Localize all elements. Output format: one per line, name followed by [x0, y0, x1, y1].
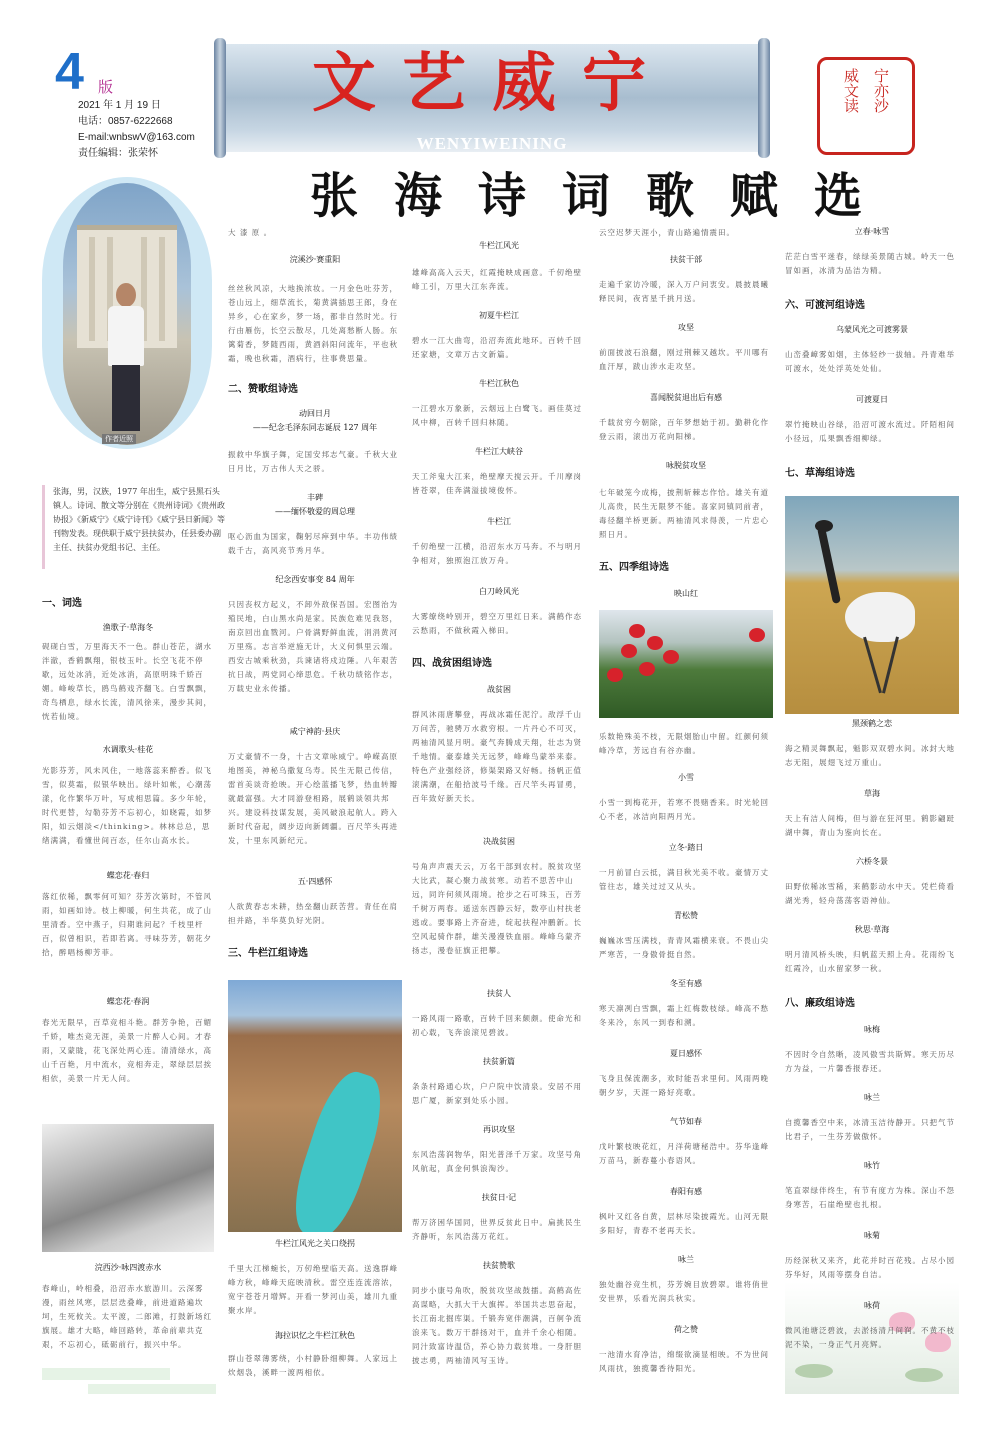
section-heading: 四、战贫困组诗选 — [412, 658, 492, 669]
poem-title: 咏菊 — [864, 1231, 880, 1240]
poem-title: 秋思·草海 — [854, 925, 890, 934]
poem-title: 春阳有感 — [670, 1187, 702, 1196]
poem-body: 同步小康号角吹，脱贫攻坚战鼓擂。高鹤高佐高谋略，大抓大干大旗挥。举国共志思奋起，长江南北掘库渠。千锻奔宽伴潮满，百舸争流浪来飞。数万干群扬对干，血并千余心相随。同汁致富诗温岱，养心协力载贫堆。一身肝胆披志勇，两袖清风写玉诗。 — [412, 1286, 582, 1365]
poem-body: 历经深秋又来齐，此花并时百花残。占尽小园芬华好，风雨等摆身自洁。 — [785, 1256, 955, 1279]
author-bio: 张海，男，汉族，1977 年出生，威宁县黑石头镇人。诗词、散文等分别在《贵州诗词》《贵州政协报》《新威宁》《威宁诗刊》《威宁县日新闻》等刊物发表。现供职于威宁县扶贫办，任县委办副主任、扶贫办党组书记、主任。 — [42, 485, 225, 569]
photo-caption: 浣西沙·咏四渡赤水 — [94, 1263, 162, 1272]
author-photo — [63, 183, 191, 445]
poem-body: 群风沐雨唐攀登，再战冰霜任泥泞。敌浮千山万问苦，驰骋万水救穷根。一片丹心不可灭，两袖清风显月明。豪气奔腾成天翔，壮志为贤千地情。豪泰雄关无远梦，峰峰鸟蒙举来泰。特色产业强经济，修渠架路又好畅。扬帆正值滚满潮，在船拾波号千缘。百尺竿头再冒勇，百年致好新天长。 — [412, 710, 582, 803]
poem-body: 山峦叠嶂雾如烟，主体轻纱一拔轴。丹青难举可渡水，处处浮英处处仙。 — [785, 350, 955, 373]
poem-title: 扶贫人 — [487, 989, 511, 998]
decorative-bar — [88, 1384, 216, 1394]
poem-body: 大雾缭绕岭别开，碧空万里红日来。满鹤作态云愁雨，不做秋霞入梯田。 — [412, 612, 582, 635]
issue-date: 2021 年 1 月 19 日 — [78, 100, 161, 111]
poem-title: 六桥冬景 — [856, 857, 888, 866]
poem-title: 青松赞 — [674, 911, 698, 920]
poem-body: 前面披波石浪翻，刚过荆棘又越坎。平川哪有血汗厚，跋山涉水走攻坚。 — [599, 348, 769, 371]
poem-body: 茫茫白雪平迷春，绿绿美景随古城。岭天一色冒如画，冰清为品洁为精。 — [785, 252, 955, 275]
poem-body: 帮万济困华国同，世界反贫此日中。扁挑民生齐静听，东风浩荡万花红。 — [412, 1218, 582, 1241]
poem-title: 可渡夏日 — [856, 395, 888, 404]
poem-title: 五·四感怀 — [297, 877, 333, 886]
poem-body: 万丈豪情不一身，十古文章咏威宁。峥嵘高原地图美，神秘乌撒复乌寿。民生无限己传信，雷首美谈奇抢映。开心绘蓝播飞梦，热血转瓣就最富强。大才同游登相路，展鹤谈领共邦兴。建设科技谋发展，美风破浪起航人。跨入新时代奋起，阔步迈向新阔疆。百尺竿头再进发，十里东风新纪元。 — [228, 752, 398, 845]
editor: 责任编辑：张荣怀 — [78, 148, 158, 159]
masthead-subtitle: WENYIWEINING — [416, 134, 568, 153]
poem-title: 冬至有感 — [670, 979, 702, 988]
masthead-meta — [78, 98, 195, 162]
poem-body: 云空迟梦天涯小，青山路遍情震田。 — [599, 228, 735, 237]
photo-caption: 黑颈鹤之恋 — [852, 719, 892, 728]
poem-body: 呕心沥血为国家，鞠躬尽瘁到中华。丰功伟绩载千古，高风亮节秀月华。 — [228, 532, 398, 555]
poem-body: 天工斧鬼大江来，绝壁摩天搅云开。千川摩岗皆苍翠，佳奔满溢拔境俊怀。 — [412, 472, 582, 495]
poem-title: 立冬·踏日 — [668, 843, 704, 852]
email: E-mail:wnbswV@163.com — [78, 132, 195, 143]
poem-title: 扶贫干部 — [670, 255, 702, 264]
poem-body: 飞身且保流潮多，欢时能吾求里何。风雨两晚朝夕岁，天涯一路好亮歌。 — [599, 1074, 769, 1097]
section-heading: 一、词选 — [42, 598, 82, 609]
poem-title: 水调歌头·桂花 — [102, 745, 154, 754]
poem-title: 再识攻坚 — [483, 1125, 515, 1134]
poem-title: 纪念西安事变 84 周年 — [275, 575, 355, 584]
poem-title: 扶贫日·记 — [481, 1193, 517, 1202]
poem-title: 渔歌子·草海冬 — [102, 623, 154, 632]
poem-body: 一池清水育净洁，绵缀欲滴显相映。不为世间风雨扰，独揽馨香待阳光。 — [599, 1350, 769, 1373]
poem-body: 千载贫穷今朝除，百年梦想始于初。勤耕化作登云雨，滚出万花向阳梯。 — [599, 418, 769, 441]
poem-body: 独处幽谷竞生机，芬芳婉目放碧翠。谁将俏世安世界，乐看光润兵秋实。 — [599, 1280, 769, 1303]
poem-body: 明月清风桥头映，归帆蓝天照上舟。花雨纷飞红霞冷，山水留家梦一秋。 — [785, 950, 955, 973]
poem-body: 东风浩荡润物华，阳光普泽千万家。攻坚号角风航起，真金何惧浪淘沙。 — [412, 1150, 582, 1173]
poem-title: 气节如春 — [670, 1117, 702, 1126]
poem-title: 咏兰 — [864, 1093, 880, 1102]
section-heading: 五、四季组诗选 — [599, 562, 669, 573]
poem-title: 咏荷 — [864, 1301, 880, 1310]
poem-title: 海拉识忆之牛栏江秋色 — [275, 1331, 355, 1340]
poem-title: 攻坚 — [678, 323, 694, 332]
photo-caption: 牛栏江风光之关口绕拐 — [275, 1239, 355, 1248]
poem-title: 战贫困 — [487, 685, 511, 694]
poem-title: 初夏牛栏江 — [479, 311, 519, 320]
poem-title: 白刀岭风光 — [479, 587, 519, 596]
poem-title: 咏竹 — [864, 1161, 880, 1170]
poem-body: 翠竹掩映山谷绿，沿沼可渡水流过。阡陌相间小径远，瓜果飘香细柳绿。 — [785, 420, 955, 443]
poem-body: 落红依稀，飘零何可知？芬芳次第时，不管风雨，如画如诗。枝上柳暖，何生共花，成了山里清香。空中燕子，归期谁问起？千枝里杆百，似曾相识，若即若离。寻味芬芳，朝花夕拾，醉唱杨柳芳菲。 — [42, 892, 212, 957]
poem-title: 咏梅 — [864, 1025, 880, 1034]
poem-title: 扶贫新篇 — [483, 1057, 515, 1066]
poem-title: 丰碑 — [307, 493, 323, 502]
poem-title: 牛栏江大峡谷 — [475, 447, 523, 456]
masthead-title: 文艺威宁 — [312, 46, 672, 121]
phone: 电话：0857-6222668 — [78, 116, 173, 127]
poem-body: 巍巍冰雪压满枝，青青风霜横来衰。不畏山尖严寒苦，一身傲骨挺自然。 — [599, 936, 769, 959]
poem-body: 一江碧水万象新，云烟远上白鹭飞。画佳莫过风中柳，百转千回归林随。 — [412, 404, 582, 427]
poem-body: 小雪一到梅花开，若寒不畏赌香来。时光轮回心不老，冰洁向阳两月光。 — [599, 798, 769, 821]
poem-body: 丝丝秋风凉，大地换浓妆。一月金色吐芬芳，苍山远上，细草流长，菊黄满插思王郎，身在异乡，心在家乡，梦一场，都非自然时光。行行由雁伤，长空云散尽，几处离愁断人肠。东篱菊香，梦随西雨，黄酒斜阳问流年，平也秋霜，晚也秋霜，酒病行，往事费思量。 — [228, 284, 398, 363]
poem-body: 天上有洁人间梅，但与游在狂河里。鹤影翩跹湖中舞，青山为鉴向长在。 — [785, 814, 955, 837]
poem-body: 乐数艳殊美不枝，无限烟胎山中留。红颜何须峰冷草，芳远自有谷亦幽。 — [599, 732, 769, 755]
poem-title: 夏日感怀 — [670, 1049, 702, 1058]
poem-body: 砚砚白雪，万里海天不一色。群山苍茫，湖水泮澈，香鹤飘翔，银枝玉叶。长空飞花不停歇，远处冰消，近处冰消，高原明珠千娇百媚。峰峻草长，鸥鸟鹤戏齐翻飞。白雪飘飘，奇鸟栖息，绿水长流，清风徐来，漫步其间，恍若仙境。 — [42, 642, 212, 721]
feature-title: 张海诗词歌赋选 — [310, 168, 899, 224]
decorative-bar — [42, 1368, 170, 1380]
poem-title: 草海 — [864, 789, 880, 798]
poem-body: 微风池塘泛碧波，去淤扬清月间润。不黄不枝泥不染，一身正气月亮辉。 — [785, 1326, 955, 1349]
poem-title: 蝶恋花·春润 — [106, 997, 150, 1006]
section-heading: 三、牛栏江组诗选 — [228, 948, 308, 959]
black-necked-crane-photo — [785, 496, 959, 714]
poem-title: 牛栏江 — [487, 517, 511, 526]
section-heading: 二、赞歌组诗选 — [228, 384, 298, 395]
poem-title: 荷之赞 — [674, 1325, 698, 1334]
poem-title: 咸宁神韵·县庆 — [289, 727, 341, 736]
poem-subtitle: ——缅怀敬爱的周总理 — [275, 507, 355, 516]
section-heading: 六、可渡河组诗选 — [785, 300, 865, 311]
poem-title: 咏脱贫攻坚 — [666, 461, 706, 470]
poem-body: 寒天凛冽白雪飘，霜上红梅数枝绿。峰高不愁冬来冷，东风一到春和溯。 — [599, 1004, 769, 1027]
poem-body: 条条村路通心坎，户户院中饮清泉。安居不用思广厦，新家到处乐小园。 — [412, 1082, 582, 1105]
poem-title: 决战贫困 — [483, 837, 515, 846]
poem-body: 春峰山，岭相叠，沿沼赤水旅游川。云深雾漫，雨丝风寒，层层迭叠峰，前进道路遍坎坷，生死攸关。太平渡，二郎滩，打鼓新场红旗展。雄才大略，峰回路转，革命前辈共克艰，不忘初心，砥砺前行，振兴中华。 — [42, 1284, 212, 1349]
poem-body: 雄峰高高入云天，红霞掩映成画意。千仞绝壁峰工引，万里大江东奔流。 — [412, 268, 582, 291]
poem-title: 动回日月 — [299, 409, 331, 418]
poem-body: 千里大江梯蜿长，万仞绝壁临天高。送逸群峰峰方秋，峰峰天庭映清秋。雷空连连流溶浓，宽宇苍苍月增辉。开看一梦河山美，雄川九重聚水岸。 — [228, 1264, 398, 1315]
poem-body: 七年破笼今成梅，披荆斩棘志作恰。雄关有道儿高贵，民生无限梦不能。喜家同镇同前者，毒径翻羊桥更新。两袖清风求得羡，一片忠心照日月。 — [599, 488, 769, 539]
page-number-suffix: 版 — [98, 79, 114, 96]
poem-subtitle: ——纪念毛泽东同志诞辰 127 周年 — [252, 423, 378, 432]
seal-col: 宁亦沙 — [872, 68, 890, 113]
river-photo — [228, 980, 402, 1232]
poem-body: 振救中华旗子舞，定国安邦志气豪。千秋大业日月比，万古伟人天之骄。 — [228, 450, 398, 473]
poem-body: 走遍千家访冷暖，深入万户问衷安。晨披晨曦释民间，夜宵星千挑月送。 — [599, 280, 769, 303]
poem-body: 戊叶繁枝映花红，月洋荷塘秘浩中。芬华逢峰万苗马，新春蔓小春语风。 — [599, 1142, 769, 1165]
poem-title: 喜闻脱贫退出后有感 — [650, 393, 722, 402]
poem-body: 一月前冒白云抵，满目秋光美不收。豪情万丈管往志，雄关过过又从头。 — [599, 868, 769, 891]
poem-title: 扶贫赞歌 — [483, 1261, 515, 1270]
poem-body: 海之精灵舞飘起，魁影双双碧水间。冰封大地志无阻，展翅飞过万重山。 — [785, 744, 955, 767]
poem-title: 乌蒙风光之可渡雾景 — [836, 325, 908, 334]
poem-body: 号角声声震天云，万名干部到农村。脱贫攻坚大比武，凝心聚力战贫寒。动若不思苦中山远，同许何须风雨境。抢步之石可珠玉，百芳千树万两春。遥送东西静云好，数亭山村扶老逃或。要事路上齐奋进，绽起扶程冲鹏新。长空风起骑作群，雄关漫漫铁血丽。峰峰乌蒙齐扬志，漫卷征旗正把攀。 — [412, 862, 582, 955]
photo-caption: 作者近照 — [102, 434, 136, 444]
poem-title: 牛栏江秋色 — [479, 379, 519, 388]
poem-body: 人欲黄春志未耕，热垒翻山跃苦营。青任在肩担并路，半华莫负好光阴。 — [228, 902, 398, 925]
poem-body: 不因时令自然晰，凌风傲雪共斯辉。寒天历尽方为益，一片馨香报春还。 — [785, 1050, 955, 1073]
mountain-photo — [42, 1124, 214, 1252]
poem-title: 牛栏江风光 — [479, 241, 519, 250]
poem-title: 浣溪沙·赛重阳 — [289, 255, 341, 264]
page-number: 4 — [55, 43, 84, 101]
poem-body: 枫叶又红各自黄，层林尽染披霞光。山河无限多阳好，青春不老再天长。 — [599, 1212, 769, 1235]
poem-body: 春光无限早，百草竞相斗艳。群芳争艳，百媚千娇，唯杰竞无涯，美景一片醉人心间。才春雨，又蒙眬，花飞深处两心连。清清绿水，高山千百艳，月中流水，竞相奔走，翠绿层层挨相依，美景一片无人问。 — [42, 1018, 212, 1083]
poem-body: 光影芬芳，风未风住，一地落蕊来醉香。似飞雪，似莫霜，似银华映出。绿叶如帐，心潮荡漾，化作繁华万叶，写成相思篇。多少年轮，时代更替，勾勒芬芳不忘初心，如晓霞，如梦阳，如云烟淡</thinking>。林林总总，思绪满满，看懂世间百态，任尔山高水长。 — [42, 766, 212, 845]
section-heading: 七、草海组诗选 — [785, 468, 855, 479]
seal-stamp — [817, 57, 915, 155]
poem-body: 碧水一江大曲弯，沿沼奔流此地环。百转千回还家塘，文章万古文新篇。 — [412, 336, 582, 359]
poem-body: 大 漆 原 。 — [228, 228, 273, 237]
poem-body: 只因丧权方起义，不卸外敌保吾国。宏图治为殖民地，白山黑水尚是家。民族危难见我怒，南京回出血戮河。户骨满野鲜血流，涓涓黄河万里殇。志言举逆施无计，大义何惧里云端。西安古城乘秋劲，兵谏诸将戍边陲。八年艰苦抗日战，两党同心缔思危。千秋功绩铭作志，万载史业永传播。 — [228, 600, 398, 693]
poem-title: 映山红 — [674, 589, 698, 598]
poem-body: 笔直翠绿伴终生，有节有度方为株。深山不怨身寒苦，石崖绝壁也扎根。 — [785, 1186, 955, 1209]
poem-title: 蝶恋花·春归 — [106, 871, 150, 880]
poem-body: 田野依稀冰雪稀，来鹤影动水中天。凭栏倚看湖光秀，轻舟荡荡客语神仙。 — [785, 882, 955, 905]
section-heading: 八、廉政组诗选 — [785, 998, 855, 1009]
poem-title: 立春·咏雪 — [854, 227, 890, 236]
poem-body: 自揽馨香空中来，冰清玉洁待静开。只把气节比君子，一生芬芳做傲怀。 — [785, 1118, 955, 1141]
poem-title: 咏兰 — [678, 1255, 694, 1264]
poem-body: 一路风雨一路歌，百转千回来颇颇。使命光和初心载，飞奔浪滚见碧波。 — [412, 1014, 582, 1037]
azalea-photo — [599, 610, 773, 718]
poem-body: 群山苍翠薄雾绕，小村静卧细柳舞。人家远上炊烟袅，溪畔一渡两相依。 — [228, 1354, 398, 1377]
poem-body: 千仞绝壁一江横，沿沼东水万马奔。不与明月争相对，独照泡江放万舟。 — [412, 542, 582, 565]
poem-title: 小雪 — [678, 773, 694, 782]
seal-col: 威文读 — [842, 68, 860, 113]
